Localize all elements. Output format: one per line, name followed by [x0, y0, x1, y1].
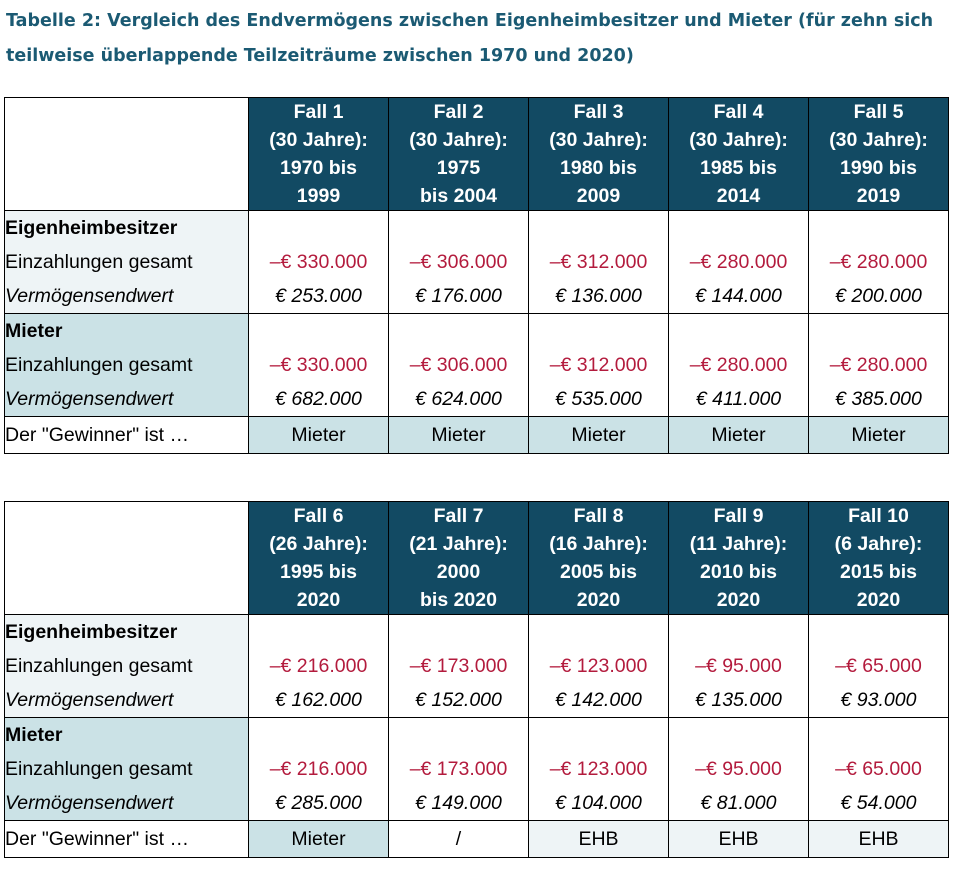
case-duration: (6 Jahre):: [834, 533, 923, 555]
case-title: Fall 4: [713, 101, 764, 123]
case-title: Fall 9: [713, 505, 764, 527]
renter-values-cell: [669, 718, 809, 821]
winner-cell: Mieter: [669, 417, 809, 454]
comparison-table-1: [4, 97, 949, 454]
case-header: [389, 98, 529, 211]
header-row: [5, 502, 949, 615]
winner-cell: EHB: [529, 821, 669, 858]
final-wealth-label: Vermögensendwert: [5, 689, 174, 711]
case-period-start: 2005 bis: [560, 561, 637, 583]
renter-wealth-value: € 624.000: [415, 388, 502, 410]
renter-values-cell: [529, 314, 669, 417]
renter-wealth-value: € 285.000: [275, 792, 362, 814]
case-period-end: 2009: [576, 185, 621, 207]
renter-payments-value: –€ 306.000: [409, 354, 508, 376]
owner-values-cell: [249, 211, 389, 314]
case-header: [249, 502, 389, 615]
case-period-start: 1970 bis: [280, 157, 357, 179]
renter-values-cell: [249, 314, 389, 417]
case-period-end: 2014: [716, 185, 761, 207]
renter-payments-value: –€ 280.000: [829, 354, 928, 376]
winner-label: Der "Gewinner" ist …: [5, 417, 249, 454]
owner-wealth-value: € 162.000: [275, 689, 362, 711]
header-corner: [5, 502, 249, 615]
case-period-start: 1990 bis: [840, 157, 917, 179]
case-period-end: 2020: [716, 589, 761, 611]
renter-values-cell: [669, 314, 809, 417]
case-header: [389, 502, 529, 615]
case-period-start: 2015 bis: [840, 561, 917, 583]
payments-label: Einzahlungen gesamt: [5, 655, 193, 677]
renter-group-label: Mieter: [5, 320, 63, 342]
owner-payments-value: –€ 173.000: [409, 655, 508, 677]
renter-group-label: Mieter: [5, 724, 63, 746]
case-duration: (30 Jahre):: [409, 129, 508, 151]
renter-payments-value: –€ 312.000: [549, 354, 648, 376]
owner-payments-value: –€ 280.000: [829, 251, 928, 273]
renter-values-cell: [809, 314, 949, 417]
renter-payments-value: –€ 216.000: [269, 758, 368, 780]
renter-payments-value: –€ 95.000: [695, 758, 782, 780]
owner-group-label: Eigenheimbesitzer: [5, 217, 178, 239]
renter-group-row: [5, 718, 949, 821]
owner-wealth-value: € 176.000: [415, 285, 502, 307]
final-wealth-label: Vermögensendwert: [5, 792, 174, 814]
case-duration: (11 Jahre):: [689, 533, 788, 555]
winner-cell: EHB: [669, 821, 809, 858]
case-period-start: 1975: [436, 157, 481, 179]
case-header: [529, 98, 669, 211]
owner-payments-value: –€ 65.000: [835, 655, 922, 677]
case-header: [669, 502, 809, 615]
owner-group-row: [5, 615, 949, 718]
case-duration: (21 Jahre):: [409, 533, 508, 555]
owner-values-cell: [669, 615, 809, 718]
case-title: Fall 7: [433, 505, 484, 527]
renter-payments-value: –€ 65.000: [835, 758, 922, 780]
owner-values-cell: [529, 615, 669, 718]
owner-values-cell: [669, 211, 809, 314]
winner-cell: EHB: [809, 821, 949, 858]
case-header: [809, 502, 949, 615]
payments-label: Einzahlungen gesamt: [5, 354, 193, 376]
case-duration: (26 Jahre):: [269, 533, 368, 555]
case-title: Fall 3: [573, 101, 624, 123]
winner-cell: Mieter: [809, 417, 949, 454]
owner-values-cell: [389, 211, 529, 314]
owner-wealth-value: € 135.000: [695, 689, 782, 711]
case-period-end: bis 2020: [420, 589, 497, 611]
owner-wealth-value: € 144.000: [695, 285, 782, 307]
renter-label-cell: [5, 718, 249, 821]
renter-values-cell: [249, 718, 389, 821]
renter-wealth-value: € 535.000: [555, 388, 642, 410]
winner-label: Der "Gewinner" ist …: [5, 821, 249, 858]
case-title: Fall 2: [433, 101, 484, 123]
renter-wealth-value: € 385.000: [835, 388, 922, 410]
renter-group-row: [5, 314, 949, 417]
owner-payments-value: –€ 330.000: [269, 251, 368, 273]
case-period-start: 2000: [436, 561, 481, 583]
owner-payments-value: –€ 216.000: [269, 655, 368, 677]
owner-payments-value: –€ 123.000: [549, 655, 648, 677]
case-period-start: 1985 bis: [700, 157, 777, 179]
renter-wealth-value: € 54.000: [840, 792, 917, 814]
winner-row: [5, 417, 949, 454]
case-duration: (30 Jahre):: [269, 129, 368, 151]
renter-payments-value: –€ 173.000: [409, 758, 508, 780]
winner-cell: Mieter: [389, 417, 529, 454]
owner-group-label: Eigenheimbesitzer: [5, 621, 178, 643]
owner-wealth-value: € 93.000: [840, 689, 917, 711]
case-title: Fall 1: [293, 101, 344, 123]
case-header: [809, 98, 949, 211]
owner-wealth-value: € 136.000: [555, 285, 642, 307]
case-header: [529, 502, 669, 615]
renter-label-cell: [5, 314, 249, 417]
renter-payments-value: –€ 280.000: [689, 354, 788, 376]
payments-label: Einzahlungen gesamt: [5, 758, 193, 780]
renter-payments-value: –€ 330.000: [269, 354, 368, 376]
payments-label: Einzahlungen gesamt: [5, 251, 193, 273]
renter-wealth-value: € 682.000: [275, 388, 362, 410]
renter-wealth-value: € 104.000: [555, 792, 642, 814]
owner-values-cell: [389, 615, 529, 718]
renter-values-cell: [389, 718, 529, 821]
case-duration: (30 Jahre):: [689, 129, 788, 151]
owner-wealth-value: € 253.000: [275, 285, 362, 307]
winner-row: [5, 821, 949, 858]
owner-payments-value: –€ 280.000: [689, 251, 788, 273]
case-title: Fall 6: [293, 505, 344, 527]
header-row: [5, 98, 949, 211]
case-period-end: 2019: [856, 185, 901, 207]
renter-values-cell: [809, 718, 949, 821]
renter-wealth-value: € 81.000: [700, 792, 777, 814]
owner-group-row: [5, 211, 949, 314]
header-corner: [5, 98, 249, 211]
case-period-end: 2020: [296, 589, 341, 611]
owner-values-cell: [809, 211, 949, 314]
case-period-start: 1980 bis: [560, 157, 637, 179]
owner-label-cell: [5, 615, 249, 718]
case-period-end: 2020: [856, 589, 901, 611]
owner-values-cell: [249, 615, 389, 718]
case-header: [669, 98, 809, 211]
winner-cell: Mieter: [249, 417, 389, 454]
case-duration: (30 Jahre):: [829, 129, 928, 151]
case-title: Fall 8: [573, 505, 624, 527]
owner-values-cell: [529, 211, 669, 314]
case-period-start: 1995 bis: [280, 561, 357, 583]
winner-cell: /: [389, 821, 529, 858]
owner-values-cell: [809, 615, 949, 718]
owner-label-cell: [5, 211, 249, 314]
owner-wealth-value: € 142.000: [555, 689, 642, 711]
renter-values-cell: [529, 718, 669, 821]
comparison-table-2: [4, 501, 949, 858]
case-title: Fall 5: [853, 101, 904, 123]
renter-values-cell: [389, 314, 529, 417]
case-period-end: 2020: [576, 589, 621, 611]
owner-wealth-value: € 152.000: [415, 689, 502, 711]
owner-payments-value: –€ 312.000: [549, 251, 648, 273]
renter-wealth-value: € 411.000: [695, 388, 782, 410]
owner-payments-value: –€ 306.000: [409, 251, 508, 273]
case-period-end: 1999: [296, 185, 341, 207]
case-title: Fall 10: [848, 505, 909, 527]
winner-cell: Mieter: [249, 821, 389, 858]
winner-cell: Mieter: [529, 417, 669, 454]
renter-wealth-value: € 149.000: [415, 792, 502, 814]
case-duration: (16 Jahre):: [549, 533, 648, 555]
table-caption: Tabelle 2: Vergleich des Endvermögens zwischen Eigenheimbesitzer und Mieter (für zehn sich teilweise überlappende Teilzeiträume zwischen 1970 und 2020): [6, 11, 934, 66]
final-wealth-label: Vermögensendwert: [5, 388, 174, 410]
final-wealth-label: Vermögensendwert: [5, 285, 174, 307]
renter-payments-value: –€ 123.000: [549, 758, 648, 780]
case-period-start: 2010 bis: [700, 561, 777, 583]
owner-payments-value: –€ 95.000: [695, 655, 782, 677]
case-duration: (30 Jahre):: [549, 129, 648, 151]
case-header: [249, 98, 389, 211]
owner-wealth-value: € 200.000: [835, 285, 922, 307]
case-period-end: bis 2004: [420, 185, 497, 207]
